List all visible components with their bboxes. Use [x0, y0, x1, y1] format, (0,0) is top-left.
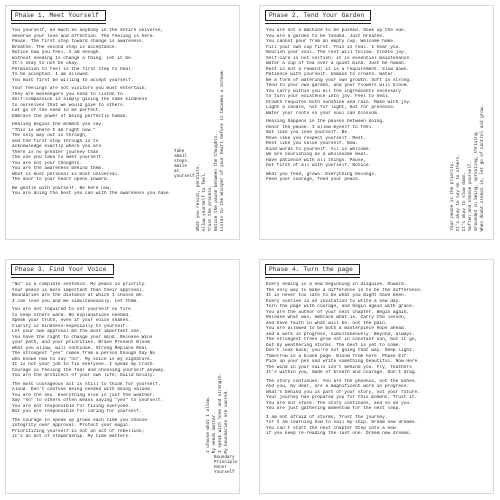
text-line: It is never too late to be what you might have been. — [266, 293, 407, 298]
sidebox-text: Take small steps. Smile at yourself. — [174, 149, 198, 180]
text-line: You are the architect of your own life; build boldly. — [12, 373, 156, 378]
text-line: You are allowed to be both a masterpiece Hope ahead. — [266, 326, 407, 331]
text-line: Clarity is kindness-especially to yourself. — [12, 323, 129, 329]
text-line: The strongest trees grow not in constant sun, but it go, — [266, 337, 418, 342]
text-line: You are not a machine to be pushed. Soak up the sun. — [266, 28, 407, 33]
text-line: your path, and your priorities. Brave Present Bloom — [12, 340, 150, 345]
panel-title: Phase 1. Meet Yourself — [11, 10, 106, 21]
text-line: Not like you love yourself. Be. — [266, 130, 350, 135]
text-line: What is most personal is most universal. — [12, 171, 121, 177]
text-line: Growth requires both sunshine and rain. Make with joy. — [266, 99, 412, 105]
text-line: Aloud. Don't confuse being needed with being valued. — [12, 387, 153, 392]
text-line: integrity over approval. Protect your magic. — [12, 423, 131, 428]
panel-phase-2 — [259, 5, 494, 240]
text-line: Have patience with all things. Pause, — [266, 157, 366, 163]
vertical-text: Grounded in being, sprouting, thriving. — [474, 130, 479, 231]
text-line: Release what was, embrace what is. Carry the lesson, — [266, 315, 407, 320]
text-line: Let go of the need to be perfect. — [12, 108, 102, 113]
text-line: Breathe. The second step is acceptance. — [12, 44, 118, 50]
text-line: Fill your own cup first. This is real. I hear you. — [266, 44, 402, 50]
text-line: The door to your heart opens inward. — [12, 177, 110, 182]
text-line: It's okay to not be okay. — [12, 61, 80, 66]
text-line: to turn your existence into joy. Feel to heal. — [266, 94, 391, 99]
vertical-text: Soften and choose yourself. — [468, 161, 473, 231]
text-line: Embrace the power of being perfectly human. — [12, 113, 129, 119]
text-line: To be accepted. I am allowed. — [12, 72, 91, 77]
vertical-text: What you resist, persists. — [196, 163, 201, 231]
text-line: The strongest "yes" comes from a person Enough Say No — [12, 351, 156, 356]
text-line: The courage to speak up grows each time you choose — [12, 417, 148, 423]
vertical-text: Your peace is the priority. — [450, 161, 455, 231]
text-line: You are doing the best you can with the awareness you have. — [12, 191, 172, 196]
vertical-text: Listen to the whisper of your heart before it becomes a scream. — [220, 68, 225, 231]
text-line: Your feelings are not visitors you must entertain; — [12, 86, 148, 91]
text-line: It is not your job to fix everyone. I speak my truth. — [12, 362, 156, 367]
text-line: if you keep re-reading the last one. Dream new dreams. — [266, 431, 412, 436]
text-line: The story continues. You are the phoenix, not the ashes. — [266, 378, 418, 384]
vertical-text: My boundaries are sacred. — [224, 388, 229, 453]
text-line: Self-care is not selfish; it is essential maintenance. — [266, 55, 412, 61]
text-line: Pick up your pen and write something beautiful. Now Here. — [266, 359, 420, 364]
text-line: Don't look back; you're not going that way. Deep light. — [266, 348, 415, 353]
text-line: Healing begins the moment you say, — [12, 122, 104, 127]
panel-phase-4 — [259, 259, 494, 494]
text-line: Permission to feel is the first step to heal. — [12, 66, 134, 72]
panel-title: Phase 4. Turn the page — [265, 264, 360, 275]
text-line: Tomorrow is a blank page. Bloom from here. Phase Elf. — [266, 353, 410, 359]
text-line: You are not required to set yourself on fire — [12, 307, 131, 312]
vertical-text: My needs matter. — [212, 411, 217, 453]
sidebox-text: Boundary Principle Honor Yourself — [214, 455, 238, 476]
text-line: Say "no" to others often means saying "yes" to yourself. — [12, 398, 164, 403]
text-line: Notice how you feel. I am enough. — [12, 50, 102, 55]
text-line: to keep others warm. No explanations needed. — [12, 312, 131, 318]
text-line: Water your roots so your soul can blossom. — [266, 110, 380, 116]
panel-text — [266, 28, 443, 183]
text-line: "This is where I am right now." — [12, 127, 96, 133]
text-line: You are the author of your next chapter. Begin again. — [266, 309, 410, 315]
vertical-text: I speak with love and strength. — [218, 373, 223, 453]
text-line: There is no greater journey than — [12, 149, 99, 155]
text-line: Healing happens in the pauses between doing. — [266, 119, 385, 124]
vertical-text: I choose what I allow. — [206, 396, 211, 453]
text-line: the one you take to meet yourself. — [12, 155, 104, 160]
text-line: The only way out is through, — [12, 133, 88, 138]
text-line: You are the awareness behind them. — [12, 166, 104, 171]
text-line: What you allow, will continue. Strong Replace Real — [12, 345, 148, 351]
text-line: it's an act of stewardship. My time matters. — [12, 434, 131, 439]
text-line: acknowledge exactly where you are. — [12, 144, 104, 149]
text-line: Feed your courage, feed your peace. — [266, 177, 361, 182]
text-line: Your journey has prepared you for this moment. Trust it. — [266, 395, 418, 400]
text-line: Every sunrise is an invitation to write a new day. — [266, 298, 402, 304]
text-line: Boundaries are the distance at which I choose me. — [12, 293, 145, 298]
text-line: Let your own approval be the most important one. — [12, 329, 142, 334]
text-line: What's behind you is part of your story, not your future. — [266, 389, 420, 395]
text-line: You must first be willing to accept yourself. — [12, 77, 134, 83]
vertical-text: Notice the pause between the thoughts. — [214, 133, 219, 231]
vertical-text: When doubt creeps in, let go of control and grow. — [480, 104, 485, 231]
panel-phase-1 — [5, 5, 240, 240]
vertical-text: Allow yourself to feel. — [202, 171, 207, 231]
text-line: You have the right to change your mind. Release Wins — [12, 334, 153, 340]
text-line: Kind words to yourself. All is welcome. — [266, 146, 372, 152]
panel-title: Phase 2. Tend Your Garden — [265, 10, 371, 21]
text-line: and a work in progress, simultaneously. Beyond, always. — [266, 331, 415, 337]
text-line: Your peace is more important than their approval. — [12, 287, 145, 293]
text-line: You cannot pour from an empty cup. Welcome home. — [266, 39, 396, 44]
text-line: Tend to your own garden, and your flowers will bloom. — [266, 83, 410, 88]
text-line: We are nourishing as a wholesome meal. — [266, 152, 369, 157]
text-line: You are the sky. Everything else is just the weather. — [12, 392, 156, 398]
text-line: But you are responsible for caring for yourself. — [12, 409, 142, 414]
text-line: Honor the pause. I allow myself to feel. — [266, 124, 375, 130]
text-line: but by weathering storms. The best is yet to come. — [266, 342, 402, 348]
text-line: for I am learning how to sail my ship. Dream new dreams. — [266, 420, 418, 425]
text-line: Speak your truth, even if your voice shakes. — [12, 318, 131, 323]
text-line: Be gentle with yourself. Be here now. — [12, 185, 112, 191]
text-line: to ourselves that we would give to others. — [12, 102, 126, 108]
text-line: Nourish your soul. The rest will follow. Create joy. — [266, 50, 407, 55]
panel-phase-3 — [5, 259, 240, 494]
text-line: You are not stuck. The story continues, and so do you. — [266, 400, 412, 406]
text-line: but first of all with yourself. Notice. — [266, 163, 372, 168]
text-line: The most courageous act is still to think for yourself. — [12, 381, 161, 387]
text-line: The wind in your sails isn't behind you. Fly, feathers — [266, 364, 412, 370]
panel-text — [12, 282, 211, 440]
text-line: You are a garden to be tended. Just breathe. — [266, 33, 385, 39]
text-line: Prioritizing yourself is not an act of rebellion; — [12, 428, 145, 434]
text-line: Without needing to change a thing. Let it be. — [12, 55, 134, 61]
text-line: Self-compassion is simply giving the same kindness — [12, 97, 148, 102]
vertical-text: Trust the process. — [208, 184, 213, 231]
text-line: Pause. The first step toward change is awareness. — [12, 39, 145, 44]
text-line: who knows how to say "no". My voice is my signature. — [12, 356, 153, 362]
text-line: Light a candle, not for light, but for presence. — [266, 105, 396, 110]
text-line: Rest is not a reward; it is a requirement. Slow down. — [266, 66, 410, 72]
text-line: The only way to make a difference is to be the difference. — [266, 287, 423, 293]
text-line: deserve your love and affection. The feeling is here. — [12, 33, 156, 39]
text-line: And you, my dear, are a magnificent work in progress. — [266, 384, 410, 389]
text-line: Every ending is a new beginning in disguise. Onward. — [266, 282, 407, 287]
text-line: Move like you respect yourself. Rest. — [266, 135, 366, 141]
text-line: You carry within you all the ingredients necessary — [266, 88, 402, 94]
vertical-text: It's okay to slow down. — [462, 171, 467, 231]
panel-text — [12, 28, 179, 197]
text-line: Rest like you value yourself. Now. — [266, 141, 358, 146]
text-line: Courage is feeling the fear and choosing yourself anyway. — [12, 367, 166, 373]
text-line: You are not responsible for fixing everyone. — [12, 403, 131, 409]
text-line: I can love you and me simultaneously. Let them. — [12, 298, 139, 304]
panel-text — [266, 282, 485, 437]
text-line: Water a cup of tea over a quiet mind. Just be human. — [266, 61, 407, 66]
panel-title: Phase 3. Find Your Voice — [11, 264, 114, 275]
text-line: I am not afraid of storms, Trust the journey. — [266, 414, 388, 420]
vertical-text: It's okay to say no to others. — [456, 153, 461, 231]
text-line: Patience with yourself. Unmask to create. Water. — [266, 72, 396, 77]
text-line: You are not your thoughts. — [12, 160, 83, 166]
text-line: "No" is a complete sentence. My peace is priority. — [12, 282, 148, 287]
text-line: and have faith in what will be. not the pain. — [266, 320, 388, 326]
text-line: You are just gathering momentum for the next leap. — [266, 406, 402, 411]
text-line: You can't start the next chapter Step into a new — [266, 425, 396, 431]
text-line: You yourself, as much as anybody in the entire universe, — [12, 28, 164, 33]
text-line: they are messengers you need to listen to. — [12, 91, 126, 97]
text-line: and the first step through is to — [12, 138, 99, 144]
text-line: What you feed, grows. Everything belongs. — [266, 171, 377, 177]
text-line: It's within you, made of breath and courage. Don't drag. — [266, 370, 418, 375]
text-line: Be a form of watering your own growth. Soft is strong. — [266, 77, 412, 83]
text-line: Turn the page with courage, and begin again with grace. — [266, 304, 415, 309]
